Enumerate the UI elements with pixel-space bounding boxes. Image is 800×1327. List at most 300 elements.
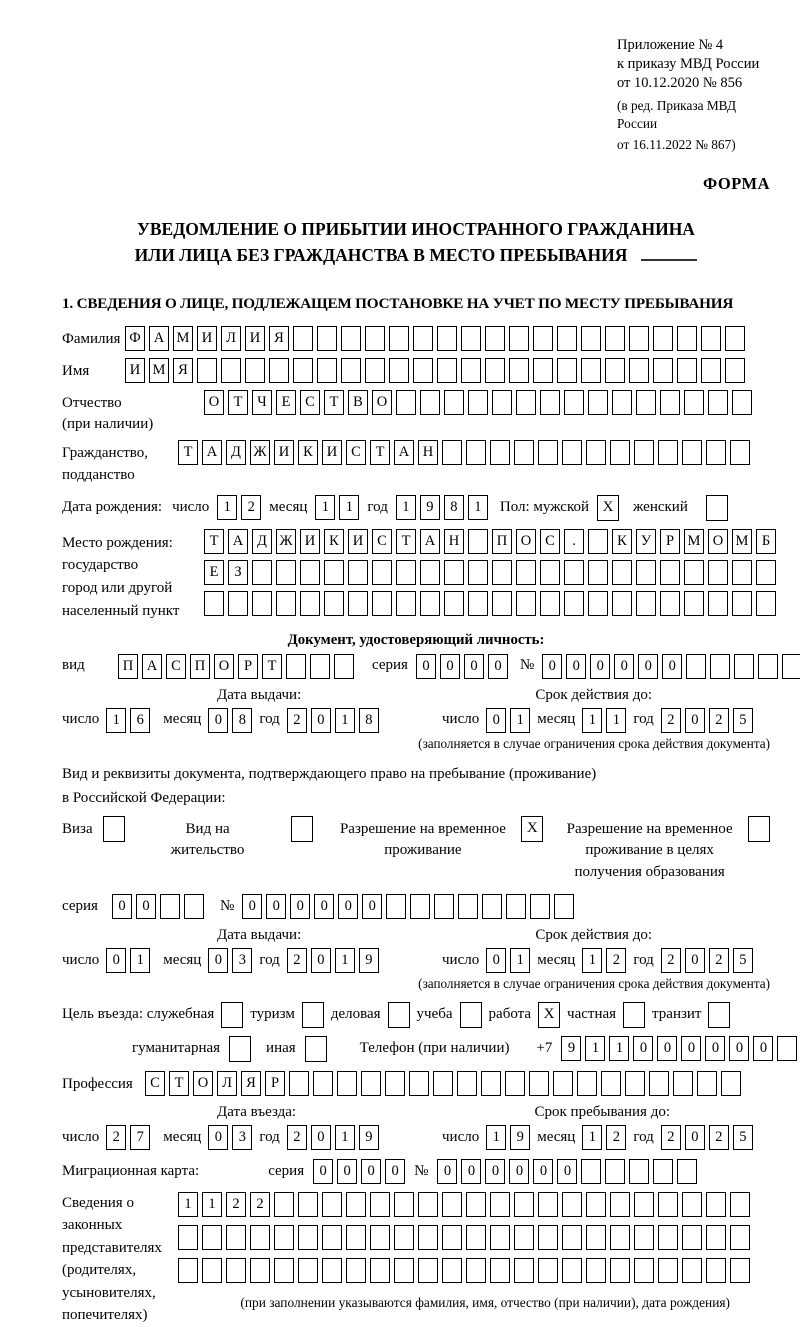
char-box[interactable]: [370, 1192, 390, 1217]
char-box[interactable]: 0: [385, 1159, 405, 1184]
char-box[interactable]: [317, 358, 337, 383]
char-box[interactable]: [485, 358, 505, 383]
char-box[interactable]: [653, 326, 673, 351]
char-box[interactable]: 0: [362, 894, 382, 919]
char-box[interactable]: [346, 1192, 366, 1217]
char-box[interactable]: 0: [314, 894, 334, 919]
char-box[interactable]: 1: [339, 495, 359, 520]
char-box[interactable]: [348, 560, 368, 585]
char-box[interactable]: [274, 1192, 294, 1217]
char-box[interactable]: 0: [557, 1159, 577, 1184]
purpose-transit-checkbox[interactable]: [708, 1002, 730, 1028]
char-box[interactable]: 6: [130, 708, 150, 733]
char-box[interactable]: [732, 591, 752, 616]
char-box[interactable]: 0: [509, 1159, 529, 1184]
char-box[interactable]: [612, 560, 632, 585]
char-box[interactable]: [490, 1258, 510, 1283]
char-box[interactable]: [506, 894, 526, 919]
char-box[interactable]: 0: [488, 654, 508, 679]
char-box[interactable]: 1: [468, 495, 488, 520]
char-box[interactable]: Т: [178, 440, 198, 465]
char-box[interactable]: 1: [510, 708, 530, 733]
char-box[interactable]: 0: [338, 894, 358, 919]
purpose-study-checkbox[interactable]: [460, 1002, 482, 1028]
char-box[interactable]: [730, 440, 750, 465]
char-box[interactable]: [636, 591, 656, 616]
char-box[interactable]: К: [324, 529, 344, 554]
char-box[interactable]: [485, 326, 505, 351]
char-box[interactable]: О: [372, 390, 392, 415]
char-box[interactable]: 1: [606, 708, 626, 733]
char-box[interactable]: 1: [130, 948, 150, 973]
char-box[interactable]: [389, 326, 409, 351]
char-box[interactable]: 1: [396, 495, 416, 520]
char-box[interactable]: [529, 1071, 549, 1096]
char-box[interactable]: [372, 591, 392, 616]
char-box[interactable]: [660, 560, 680, 585]
purpose-work-checkbox[interactable]: X: [538, 1002, 560, 1028]
char-box[interactable]: [734, 654, 754, 679]
char-box[interactable]: [514, 1192, 534, 1217]
char-box[interactable]: 0: [461, 1159, 481, 1184]
char-box[interactable]: [538, 1192, 558, 1217]
char-box[interactable]: 0: [633, 1036, 653, 1061]
char-box[interactable]: 1: [217, 495, 237, 520]
char-box[interactable]: Т: [370, 440, 390, 465]
char-box[interactable]: [601, 1071, 621, 1096]
char-box[interactable]: Т: [169, 1071, 189, 1096]
char-box[interactable]: [468, 560, 488, 585]
char-box[interactable]: [274, 1225, 294, 1250]
char-box[interactable]: [324, 560, 344, 585]
char-box[interactable]: [346, 1258, 366, 1283]
char-box[interactable]: [581, 358, 601, 383]
char-box[interactable]: [605, 358, 625, 383]
char-box[interactable]: .: [564, 529, 584, 554]
residence-permit-checkbox[interactable]: [291, 816, 313, 842]
char-box[interactable]: [293, 358, 313, 383]
char-box[interactable]: 1: [315, 495, 335, 520]
char-box[interactable]: П: [492, 529, 512, 554]
char-box[interactable]: [588, 529, 608, 554]
char-box[interactable]: [442, 1192, 462, 1217]
char-box[interactable]: В: [348, 390, 368, 415]
char-box[interactable]: [468, 591, 488, 616]
char-box[interactable]: 1: [510, 948, 530, 973]
purpose-business-checkbox[interactable]: [388, 1002, 410, 1028]
char-box[interactable]: Д: [252, 529, 272, 554]
char-box[interactable]: [782, 654, 800, 679]
char-box[interactable]: [322, 1192, 342, 1217]
char-box[interactable]: [444, 560, 464, 585]
char-box[interactable]: [756, 560, 776, 585]
char-box[interactable]: [605, 326, 625, 351]
char-box[interactable]: 0: [311, 1125, 331, 1150]
char-box[interactable]: [610, 1192, 630, 1217]
char-box[interactable]: [636, 390, 656, 415]
char-box[interactable]: [178, 1258, 198, 1283]
char-box[interactable]: [682, 1225, 702, 1250]
char-box[interactable]: 0: [208, 948, 228, 973]
char-box[interactable]: [673, 1071, 693, 1096]
char-box[interactable]: [533, 358, 553, 383]
char-box[interactable]: [564, 591, 584, 616]
char-box[interactable]: [437, 326, 457, 351]
purpose-humanitarian-checkbox[interactable]: [229, 1036, 251, 1062]
char-box[interactable]: [250, 1258, 270, 1283]
char-box[interactable]: 2: [287, 1125, 307, 1150]
char-box[interactable]: 0: [313, 1159, 333, 1184]
char-box[interactable]: [394, 1192, 414, 1217]
char-box[interactable]: [298, 1225, 318, 1250]
char-box[interactable]: [433, 1071, 453, 1096]
char-box[interactable]: Т: [396, 529, 416, 554]
char-box[interactable]: Л: [221, 326, 241, 351]
char-box[interactable]: [269, 358, 289, 383]
char-box[interactable]: [346, 1225, 366, 1250]
char-box[interactable]: [564, 390, 584, 415]
char-box[interactable]: 0: [590, 654, 610, 679]
char-box[interactable]: [554, 894, 574, 919]
char-box[interactable]: [653, 358, 673, 383]
char-box[interactable]: [420, 591, 440, 616]
char-box[interactable]: [682, 1192, 702, 1217]
char-box[interactable]: И: [322, 440, 342, 465]
char-box[interactable]: 0: [662, 654, 682, 679]
char-box[interactable]: 0: [337, 1159, 357, 1184]
char-box[interactable]: 0: [242, 894, 262, 919]
visa-checkbox[interactable]: [103, 816, 125, 842]
char-box[interactable]: [276, 591, 296, 616]
char-box[interactable]: [468, 529, 488, 554]
char-box[interactable]: [538, 1225, 558, 1250]
char-box[interactable]: [538, 1258, 558, 1283]
char-box[interactable]: [516, 560, 536, 585]
char-box[interactable]: С: [540, 529, 560, 554]
char-box[interactable]: [586, 1258, 606, 1283]
char-box[interactable]: Р: [660, 529, 680, 554]
char-box[interactable]: К: [612, 529, 632, 554]
char-box[interactable]: 0: [266, 894, 286, 919]
char-box[interactable]: Ж: [276, 529, 296, 554]
char-box[interactable]: [252, 560, 272, 585]
char-box[interactable]: 9: [561, 1036, 581, 1061]
char-box[interactable]: [394, 1225, 414, 1250]
char-box[interactable]: О: [516, 529, 536, 554]
char-box[interactable]: 0: [486, 708, 506, 733]
char-box[interactable]: 0: [638, 654, 658, 679]
char-box[interactable]: 0: [208, 1125, 228, 1150]
char-box[interactable]: [588, 390, 608, 415]
char-box[interactable]: Т: [228, 390, 248, 415]
char-box[interactable]: [492, 390, 512, 415]
char-box[interactable]: [564, 560, 584, 585]
char-box[interactable]: [442, 440, 462, 465]
char-box[interactable]: 9: [510, 1125, 530, 1150]
char-box[interactable]: [252, 591, 272, 616]
char-box[interactable]: Е: [204, 560, 224, 585]
char-box[interactable]: [458, 894, 478, 919]
char-box[interactable]: 0: [729, 1036, 749, 1061]
char-box[interactable]: [514, 1225, 534, 1250]
char-box[interactable]: М: [149, 358, 169, 383]
char-box[interactable]: [226, 1225, 246, 1250]
char-box[interactable]: 1: [609, 1036, 629, 1061]
char-box[interactable]: У: [636, 529, 656, 554]
char-box[interactable]: [245, 358, 265, 383]
char-box[interactable]: [562, 1192, 582, 1217]
char-box[interactable]: 2: [606, 1125, 626, 1150]
char-box[interactable]: Ч: [252, 390, 272, 415]
temp-residence-edu-checkbox[interactable]: [748, 816, 770, 842]
sex-female-checkbox[interactable]: [706, 495, 728, 521]
char-box[interactable]: [178, 1225, 198, 1250]
char-box[interactable]: [530, 894, 550, 919]
char-box[interactable]: А: [420, 529, 440, 554]
char-box[interactable]: [300, 591, 320, 616]
char-box[interactable]: [204, 591, 224, 616]
char-box[interactable]: 5: [733, 1125, 753, 1150]
char-box[interactable]: [660, 591, 680, 616]
char-box[interactable]: 8: [232, 708, 252, 733]
char-box[interactable]: 2: [709, 708, 729, 733]
char-box[interactable]: [721, 1071, 741, 1096]
char-box[interactable]: [514, 440, 534, 465]
char-box[interactable]: [289, 1071, 309, 1096]
char-box[interactable]: [708, 591, 728, 616]
char-box[interactable]: [634, 440, 654, 465]
char-box[interactable]: 1: [335, 1125, 355, 1150]
char-box[interactable]: [466, 1258, 486, 1283]
char-box[interactable]: [581, 326, 601, 351]
char-box[interactable]: И: [300, 529, 320, 554]
char-box[interactable]: 0: [542, 654, 562, 679]
char-box[interactable]: О: [214, 654, 234, 679]
char-box[interactable]: И: [245, 326, 265, 351]
char-box[interactable]: [492, 591, 512, 616]
char-box[interactable]: 9: [359, 1125, 379, 1150]
char-box[interactable]: [389, 358, 409, 383]
char-box[interactable]: И: [125, 358, 145, 383]
char-box[interactable]: 2: [709, 1125, 729, 1150]
char-box[interactable]: 1: [582, 1125, 602, 1150]
char-box[interactable]: [184, 894, 204, 919]
char-box[interactable]: [418, 1225, 438, 1250]
char-box[interactable]: [658, 1225, 678, 1250]
char-box[interactable]: Н: [444, 529, 464, 554]
char-box[interactable]: [361, 1071, 381, 1096]
char-box[interactable]: [577, 1071, 597, 1096]
char-box[interactable]: [636, 560, 656, 585]
char-box[interactable]: [202, 1258, 222, 1283]
char-box[interactable]: [732, 560, 752, 585]
char-box[interactable]: 8: [444, 495, 464, 520]
char-box[interactable]: П: [190, 654, 210, 679]
char-box[interactable]: [758, 654, 778, 679]
char-box[interactable]: [677, 358, 697, 383]
char-box[interactable]: И: [348, 529, 368, 554]
char-box[interactable]: [418, 1258, 438, 1283]
char-box[interactable]: 0: [112, 894, 132, 919]
char-box[interactable]: 5: [733, 948, 753, 973]
char-box[interactable]: 0: [311, 708, 331, 733]
char-box[interactable]: [160, 894, 180, 919]
char-box[interactable]: Т: [204, 529, 224, 554]
char-box[interactable]: [461, 326, 481, 351]
char-box[interactable]: 0: [416, 654, 436, 679]
char-box[interactable]: [697, 1071, 717, 1096]
char-box[interactable]: [660, 390, 680, 415]
char-box[interactable]: [442, 1225, 462, 1250]
char-box[interactable]: 0: [685, 708, 705, 733]
char-box[interactable]: [341, 326, 361, 351]
char-box[interactable]: [533, 326, 553, 351]
char-box[interactable]: [588, 591, 608, 616]
char-box[interactable]: 2: [226, 1192, 246, 1217]
char-box[interactable]: 5: [733, 708, 753, 733]
char-box[interactable]: [658, 440, 678, 465]
char-box[interactable]: [481, 1071, 501, 1096]
char-box[interactable]: [420, 560, 440, 585]
char-box[interactable]: [701, 326, 721, 351]
char-box[interactable]: 1: [335, 948, 355, 973]
char-box[interactable]: [708, 560, 728, 585]
char-box[interactable]: [706, 440, 726, 465]
char-box[interactable]: [562, 1225, 582, 1250]
char-box[interactable]: [756, 591, 776, 616]
char-box[interactable]: 0: [208, 708, 228, 733]
char-box[interactable]: 9: [420, 495, 440, 520]
char-box[interactable]: [396, 591, 416, 616]
char-box[interactable]: [706, 1225, 726, 1250]
char-box[interactable]: С: [166, 654, 186, 679]
char-box[interactable]: [553, 1071, 573, 1096]
char-box[interactable]: И: [274, 440, 294, 465]
char-box[interactable]: [706, 1192, 726, 1217]
char-box[interactable]: [410, 894, 430, 919]
char-box[interactable]: Ж: [250, 440, 270, 465]
char-box[interactable]: [490, 1225, 510, 1250]
char-box[interactable]: О: [204, 390, 224, 415]
char-box[interactable]: 2: [250, 1192, 270, 1217]
char-box[interactable]: Т: [262, 654, 282, 679]
char-box[interactable]: [730, 1258, 750, 1283]
char-box[interactable]: [725, 358, 745, 383]
char-box[interactable]: [466, 1225, 486, 1250]
char-box[interactable]: [730, 1225, 750, 1250]
char-box[interactable]: [482, 894, 502, 919]
char-box[interactable]: [348, 591, 368, 616]
char-box[interactable]: С: [300, 390, 320, 415]
char-box[interactable]: [492, 560, 512, 585]
char-box[interactable]: [337, 1071, 357, 1096]
char-box[interactable]: 9: [359, 948, 379, 973]
char-box[interactable]: Н: [418, 440, 438, 465]
char-box[interactable]: 1: [335, 708, 355, 733]
char-box[interactable]: [684, 560, 704, 585]
char-box[interactable]: Р: [265, 1071, 285, 1096]
char-box[interactable]: [588, 560, 608, 585]
char-box[interactable]: [385, 1071, 405, 1096]
char-box[interactable]: М: [684, 529, 704, 554]
char-box[interactable]: 2: [287, 708, 307, 733]
char-box[interactable]: 0: [486, 948, 506, 973]
purpose-other-checkbox[interactable]: [305, 1036, 327, 1062]
char-box[interactable]: [634, 1258, 654, 1283]
char-box[interactable]: 0: [685, 1125, 705, 1150]
char-box[interactable]: [490, 440, 510, 465]
char-box[interactable]: [629, 358, 649, 383]
char-box[interactable]: А: [228, 529, 248, 554]
char-box[interactable]: 0: [533, 1159, 553, 1184]
char-box[interactable]: Л: [217, 1071, 237, 1096]
char-box[interactable]: [372, 560, 392, 585]
char-box[interactable]: [540, 390, 560, 415]
char-box[interactable]: [396, 390, 416, 415]
sex-male-checkbox[interactable]: X: [597, 495, 619, 521]
char-box[interactable]: 2: [661, 1125, 681, 1150]
char-box[interactable]: Ф: [125, 326, 145, 351]
char-box[interactable]: [649, 1071, 669, 1096]
char-box[interactable]: С: [372, 529, 392, 554]
char-box[interactable]: [202, 1225, 222, 1250]
char-box[interactable]: С: [145, 1071, 165, 1096]
char-box[interactable]: М: [173, 326, 193, 351]
char-box[interactable]: 2: [661, 948, 681, 973]
char-box[interactable]: 0: [485, 1159, 505, 1184]
char-box[interactable]: [658, 1258, 678, 1283]
char-box[interactable]: [562, 440, 582, 465]
char-box[interactable]: С: [346, 440, 366, 465]
char-box[interactable]: [341, 358, 361, 383]
char-box[interactable]: [468, 390, 488, 415]
char-box[interactable]: [514, 1258, 534, 1283]
char-box[interactable]: [324, 591, 344, 616]
char-box[interactable]: [409, 1071, 429, 1096]
char-box[interactable]: [505, 1071, 525, 1096]
char-box[interactable]: А: [149, 326, 169, 351]
char-box[interactable]: [732, 390, 752, 415]
char-box[interactable]: Я: [173, 358, 193, 383]
char-box[interactable]: [413, 326, 433, 351]
temp-residence-permit-checkbox[interactable]: X: [521, 816, 543, 842]
char-box[interactable]: 0: [106, 948, 126, 973]
char-box[interactable]: [370, 1225, 390, 1250]
char-box[interactable]: [684, 390, 704, 415]
char-box[interactable]: 0: [437, 1159, 457, 1184]
char-box[interactable]: [540, 591, 560, 616]
char-box[interactable]: 2: [709, 948, 729, 973]
char-box[interactable]: [708, 390, 728, 415]
char-box[interactable]: [538, 440, 558, 465]
char-box[interactable]: [710, 654, 730, 679]
char-box[interactable]: [300, 560, 320, 585]
char-box[interactable]: 2: [661, 708, 681, 733]
char-box[interactable]: [466, 1192, 486, 1217]
char-box[interactable]: 3: [232, 948, 252, 973]
char-box[interactable]: [677, 326, 697, 351]
char-box[interactable]: [365, 326, 385, 351]
char-box[interactable]: [586, 1225, 606, 1250]
char-box[interactable]: И: [197, 326, 217, 351]
char-box[interactable]: [557, 326, 577, 351]
char-box[interactable]: [370, 1258, 390, 1283]
char-box[interactable]: [394, 1258, 414, 1283]
char-box[interactable]: [562, 1258, 582, 1283]
char-box[interactable]: Т: [324, 390, 344, 415]
char-box[interactable]: 0: [566, 654, 586, 679]
char-box[interactable]: 0: [290, 894, 310, 919]
